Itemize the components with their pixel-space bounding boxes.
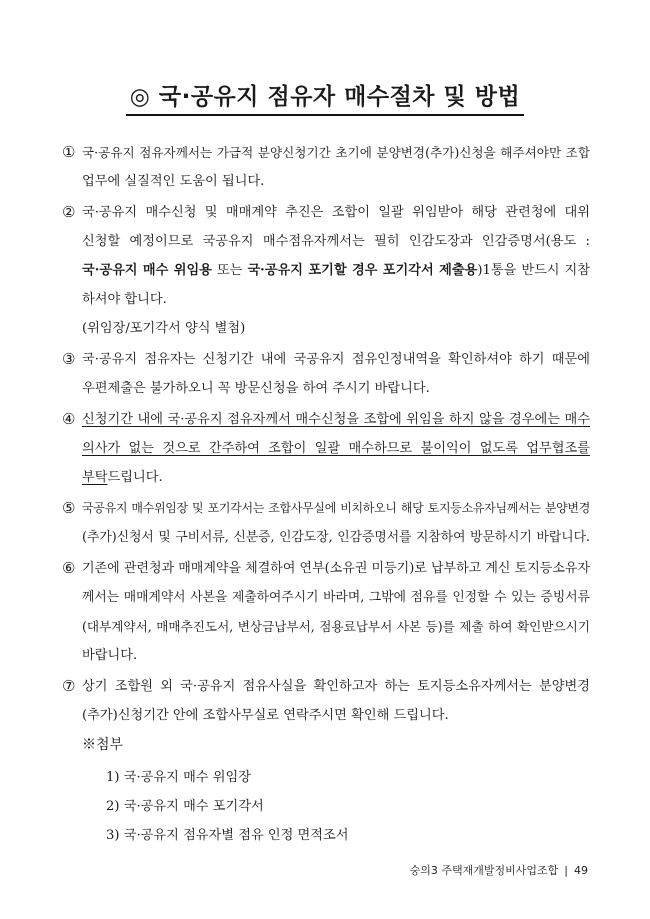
item-line: 신청기간 내에 국·공유지 점유자께서 매수신청을 조합에 위임을 하지 않을 경우에는 매수 [82,412,590,427]
attachments [82,733,349,850]
item-note: (위임장/포기각서 양식 별첨) [82,321,246,336]
item-number: ② [62,203,76,221]
bold-text: 국·공유지 포기할 경우 포기각서 제출용 [247,263,478,278]
item-line: 국·공유지 점유자께서는 가급적 분양신청기간 초기에 분양변경(추가)신청을 해주셔야만 조합 [82,145,590,160]
list-item-5 [62,494,590,552]
item-line: (대부계약서, 매매추진도서, 변상금납부서, 점용료납부서 사본 등)를 제출 하여 확인받으시기 [82,619,590,634]
item-line: (추가)신청서 및 구비서류, 신분증, 인감도장, 인감증명서를 지참하여 방문하시기 바랍니다. [82,530,590,545]
list-item-6 [62,554,590,670]
list-item-1 [62,138,590,196]
footer-separator: | [564,864,568,877]
item-line: 국공유지 매수위임장 및 포기각서는 조합사무실에 비치하오니 해당 토지등소유자님께서는 분양변경 [82,501,590,515]
page-title: ◎ 국·공유지 점유자 매수절차 및 방법 [126,78,524,116]
attachment-item: 2) 국·공유지 매수 포기각서 [106,799,264,814]
plain-text: 또는 [212,263,248,278]
item-number: ③ [62,350,76,368]
page-footer [410,862,588,878]
item-number: ⑥ [62,559,76,577]
item-line: 바랍니다. [82,648,138,663]
list-item-4 [62,405,590,492]
underlined-text: 부탁 [82,470,108,485]
item-line: 하셔야 합니다. [82,292,167,307]
item-line: 께서는 매매계약서 사본을 제출하여주시기 바라며, 그밖에 점유를 인정할 수 있는 증빙서류 [82,590,590,605]
item-line: 의사가 없는 것으로 간주하여 조합이 일괄 매수하므로 불이익이 없도록 업무협조를 [82,441,590,456]
item-number: ④ [62,410,76,428]
plain-text: )1통을 반드시 지참 [477,263,590,278]
item-number: ⑤ [62,499,76,517]
item-line: 우편제출은 불가하오니 꼭 방문신청을 하여 주시기 바랍니다. [82,381,430,396]
item-line: 국·공유지 매수신청 및 매매계약 추진은 조합이 일괄 위임받아 해당 관련청에 대위 [82,205,590,220]
attachment-item: 3) 국·공유지 점유자별 점유 인정 면적조서 [106,828,349,843]
footer-org-name: 숭의3 주택재개발정비사업조합 [409,864,559,877]
item-line [82,463,590,492]
item-number: ⑦ [62,677,76,695]
plain-text: 드립니다. [107,470,163,485]
page-title-wrap [0,78,650,116]
item-line-bold [82,256,590,285]
procedure-list [62,138,590,732]
item-line: 상기 조합원 외 국·공유지 점유사실을 확인하고자 하는 토지등소유자께서는 분양변경 [82,679,590,694]
attachments-heading: ※첨부 [82,737,124,753]
item-line: 국·공유지 점유자는 신청기간 내에 국공유지 점유인정내역을 확인하셔야 하기 때문에 [82,352,590,367]
list-item-7 [62,672,590,730]
item-number: ① [62,143,76,161]
page-number: 49 [574,864,588,877]
item-line: 기존에 관련청과 매매계약을 체결하여 연부(소유권 미등기)로 납부하고 계신 토지등소유자 [82,561,590,576]
item-line: 업무에 실질적인 도움이 됩니다. [82,174,265,189]
list-item-2 [62,198,590,343]
attachment-item: 1) 국·공유지 매수 위임장 [106,770,251,785]
item-line: 신청할 예정이므로 국공유지 매수점유자께서는 필히 인감도장과 인감증명서(용도 : [82,234,590,249]
bold-text: 국·공유지 매수 위임용 [82,263,212,278]
list-item-3 [62,345,590,403]
item-line: (추가)신청기간 안에 조합사무실로 연락주시면 확인해 드립니다. [82,708,449,723]
